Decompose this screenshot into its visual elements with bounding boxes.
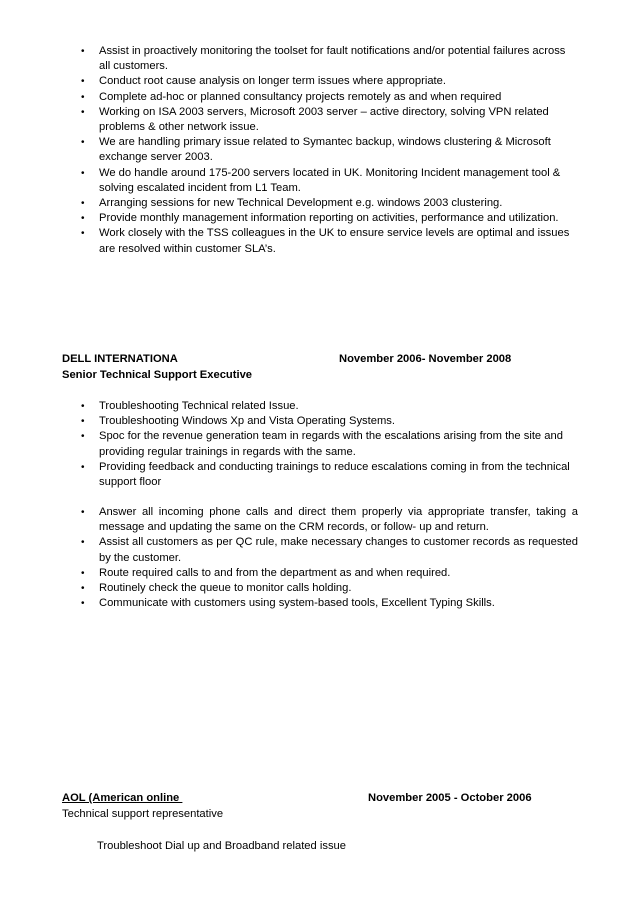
list-item: • Work closely with the TSS colleagues in the UK to ensure service levels are optimal and issues are resolved within customer SLA’s. (81, 227, 570, 255)
list-item: • Troubleshooting Windows Xp and Vista Operating Systems. (81, 414, 578, 429)
list-item: • Troubleshooting Technical related Issue. (81, 399, 578, 414)
list-item: • Provide monthly management information reporting on activities, performance and utilization. (81, 211, 578, 226)
list-item: • Communicate with customers using system-based tools, Excellent Typing Skills. (81, 596, 578, 611)
list-item: • Spoc for the revenue generation team in regards with the escalations arising from the site and providing regular trainings in regards with the same. (81, 430, 563, 458)
list-item: • Assist all customers as per QC rule, make necessary changes to customer records as requested by the customer. (81, 536, 578, 564)
dell-duties-list-continued (81, 505, 578, 611)
dell-duties-list (81, 399, 578, 490)
list-item: • Assist in proactively monitoring the toolset for fault notifications and/or potential failures across all customers. (81, 45, 566, 73)
dell-employment-dates: November 2006- November 2008 (339, 353, 512, 365)
aol-duty: Troubleshoot Dial up and Broadband related issue (97, 840, 346, 852)
aol-company-name: AOL (American online (62, 792, 183, 804)
bullet-icon: • (81, 416, 85, 428)
bullet-icon: • (81, 461, 85, 473)
list-item: • Conduct root cause analysis on longer term issues where appropriate. (81, 74, 578, 89)
list-item: • We do handle around 175-200 servers located in UK. Monitoring Incident management tool & solving escalated incident from L1 Team. (81, 166, 561, 194)
bullet-icon: • (81, 507, 85, 518)
list-item: • Complete ad-hoc or planned consultancy projects remotely as and when required (81, 90, 578, 105)
bullet-icon: • (81, 137, 85, 149)
bullet-icon: • (81, 431, 85, 443)
dell-job-title: Senior Technical Support Executive (62, 369, 253, 381)
bullet-icon: • (81, 401, 85, 412)
dell-company-name: DELL INTERNATIONA (62, 353, 178, 365)
bullet-icon: • (81, 598, 85, 610)
list-item: • We are handling primary issue related to Symantec backup, windows clustering & Microsoft exchange server 2003. (81, 136, 551, 164)
bullet-icon: • (81, 167, 85, 179)
aol-employment-dates: November 2005 - October 2006 (368, 792, 532, 804)
list-item: • Working on ISA 2003 servers, Microsoft 2003 server – active directory, solving VPN related problems & other network issue. (81, 105, 549, 134)
bullet-icon: • (81, 213, 85, 225)
list-item: • Providing feedback and conducting trainings to reduce escalations coming in from the technical support floor (81, 460, 570, 489)
list-item: • Arranging sessions for new Technical Development e.g. windows 2003 clustering. (81, 196, 578, 211)
aol-job-title: Technical support representative (62, 808, 224, 820)
bullet-icon: • (81, 46, 85, 57)
bullet-icon: • (81, 76, 85, 88)
bullet-icon: • (81, 567, 85, 579)
list-item: • Route required calls to and from the department as and when required. (81, 566, 578, 581)
responsibilities-list (81, 44, 578, 257)
bullet-icon: • (81, 198, 85, 210)
list-item: • Routinely check the queue to monitor calls holding. (81, 581, 578, 596)
list-item: • Answer all incoming phone calls and direct them properly via appropriate transfer, taking a message and updating the same on the CRM records, or follow- up and return. (81, 506, 578, 534)
bullet-icon: • (81, 583, 85, 595)
bullet-icon: • (81, 106, 85, 118)
bullet-icon: • (81, 537, 85, 549)
bullet-icon: • (81, 228, 85, 240)
bullet-icon: • (81, 91, 85, 103)
